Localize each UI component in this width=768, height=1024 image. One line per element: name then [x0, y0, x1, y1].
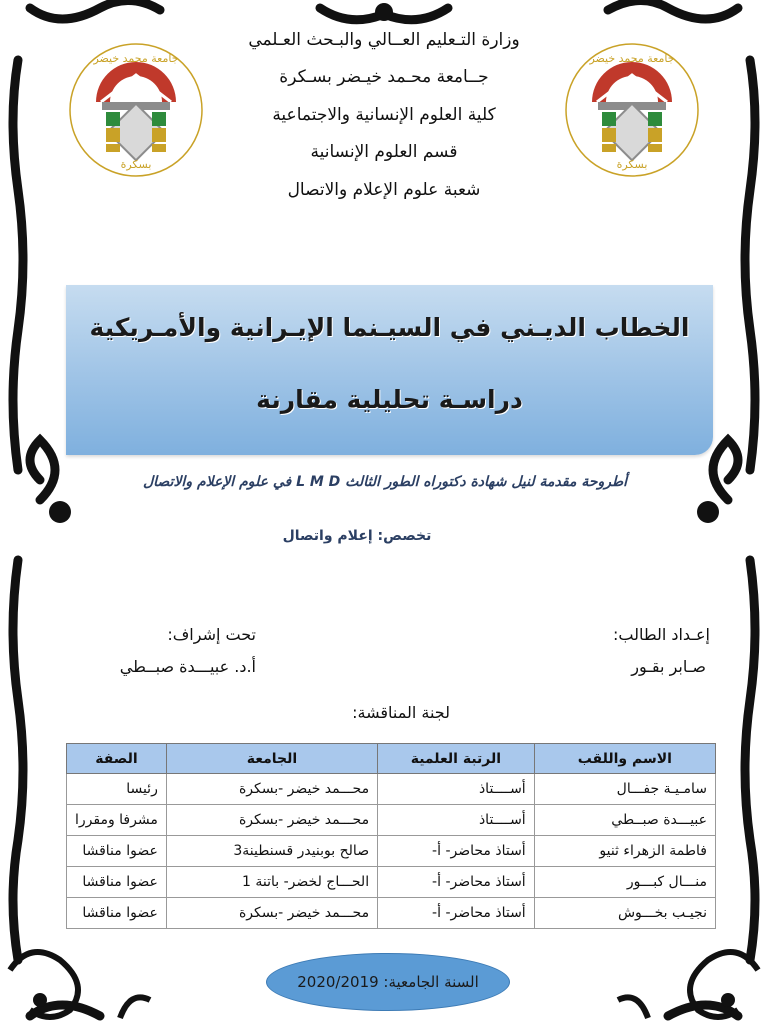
- member-role: رئيسا: [67, 774, 167, 805]
- supervisor-name: أ.د. عبيـــدة صبــطي: [119, 657, 256, 676]
- column-header-name: الاسم واللقب: [534, 744, 715, 774]
- university-logo-left: [66, 40, 206, 180]
- thesis-subtitle-line: دراسـة تحليلية مقارنة: [256, 385, 523, 414]
- table-row: [67, 774, 716, 805]
- member-role: مشرفا ومقررا: [67, 805, 167, 836]
- ministry-name: وزارة التـعليم العــالي والبـحث العـلمي: [248, 30, 520, 50]
- academic-year-oval: [266, 953, 510, 1011]
- member-university: محـــمد خيضر -بسكرة: [166, 898, 377, 929]
- department-name: قسم العلوم الإنسانية: [310, 142, 458, 163]
- specialty: تخصص: إعلام واتصال: [282, 528, 432, 544]
- member-rank: أســــتاذ: [378, 805, 535, 836]
- member-university: محـــمد خيضر -بسكرة: [166, 805, 377, 836]
- table-row: [67, 836, 716, 867]
- faculty-name: كلية العلوم الإنسانية والاجتماعية: [272, 104, 496, 125]
- svg-text:بسكرة: بسكرة: [120, 158, 152, 171]
- academic-year: السنة الجامعية: 2020/2019: [297, 973, 479, 991]
- member-role: عضوا مناقشا: [67, 898, 167, 929]
- member-name: عبيـــدة صبــطي: [534, 805, 715, 836]
- table-row: [67, 898, 716, 929]
- prepared-by-label: إعـداد الطالب:: [612, 625, 710, 644]
- student-name: صـابر بقـور: [631, 657, 706, 676]
- member-university: محـــمد خيضر -بسكرة: [166, 774, 377, 805]
- svg-text:جامعة محمد خيضر: جامعة محمد خيضر: [589, 52, 675, 65]
- member-name: سامـيـة جفـــال: [534, 774, 715, 805]
- table-row: [67, 867, 716, 898]
- column-header-role: الصفة: [67, 744, 167, 774]
- institution-header: [200, 30, 568, 217]
- branch-name: شعبة علوم الإعلام والاتصال: [287, 179, 481, 200]
- member-name: فاطمة الزهراء ثنيو: [534, 836, 715, 867]
- member-rank: أستاذ محاضر- أ-: [378, 836, 535, 867]
- thesis-title-box: [66, 285, 713, 455]
- svg-text:جامعة محمد خيضر: جامعة محمد خيضر: [93, 52, 179, 65]
- member-name: نجيـب بخـــوش: [534, 898, 715, 929]
- member-rank: أستاذ محاضر- أ-: [378, 867, 535, 898]
- member-university: صالح بوبنيدر قسنطينة3: [166, 836, 377, 867]
- member-rank: أستاذ محاضر- أ-: [378, 898, 535, 929]
- member-role: عضوا مناقشا: [67, 867, 167, 898]
- member-role: عضوا مناقشا: [67, 836, 167, 867]
- table-row: [67, 805, 716, 836]
- svg-text:بسكرة: بسكرة: [616, 158, 648, 171]
- table-header-row: [67, 744, 716, 774]
- member-university: الحـــاج لخضر- باتنة 1: [166, 867, 377, 898]
- committee-title: لجنة المناقشة:: [352, 703, 450, 722]
- column-header-rank: الرتبة العلمية: [378, 744, 535, 774]
- university-logo-right: [562, 40, 702, 180]
- university-name: جــامعة محـمد خيـضر بسـكرة: [279, 67, 489, 88]
- column-header-university: الجامعة: [166, 744, 377, 774]
- member-rank: أســــتاذ: [378, 774, 535, 805]
- member-name: منـــال كبـــور: [534, 867, 715, 898]
- supervisor-label: تحت إشراف:: [167, 625, 256, 644]
- jury-table: [66, 743, 716, 929]
- thesis-title: الخطاب الديـني في السيـنما الإيـرانية والأمـريكية: [89, 313, 690, 342]
- degree-statement: أطروحة مقدمة لنيل شهادة دكتوراه الطور الثالث L M D في علوم الإعلام والاتصال: [142, 474, 628, 490]
